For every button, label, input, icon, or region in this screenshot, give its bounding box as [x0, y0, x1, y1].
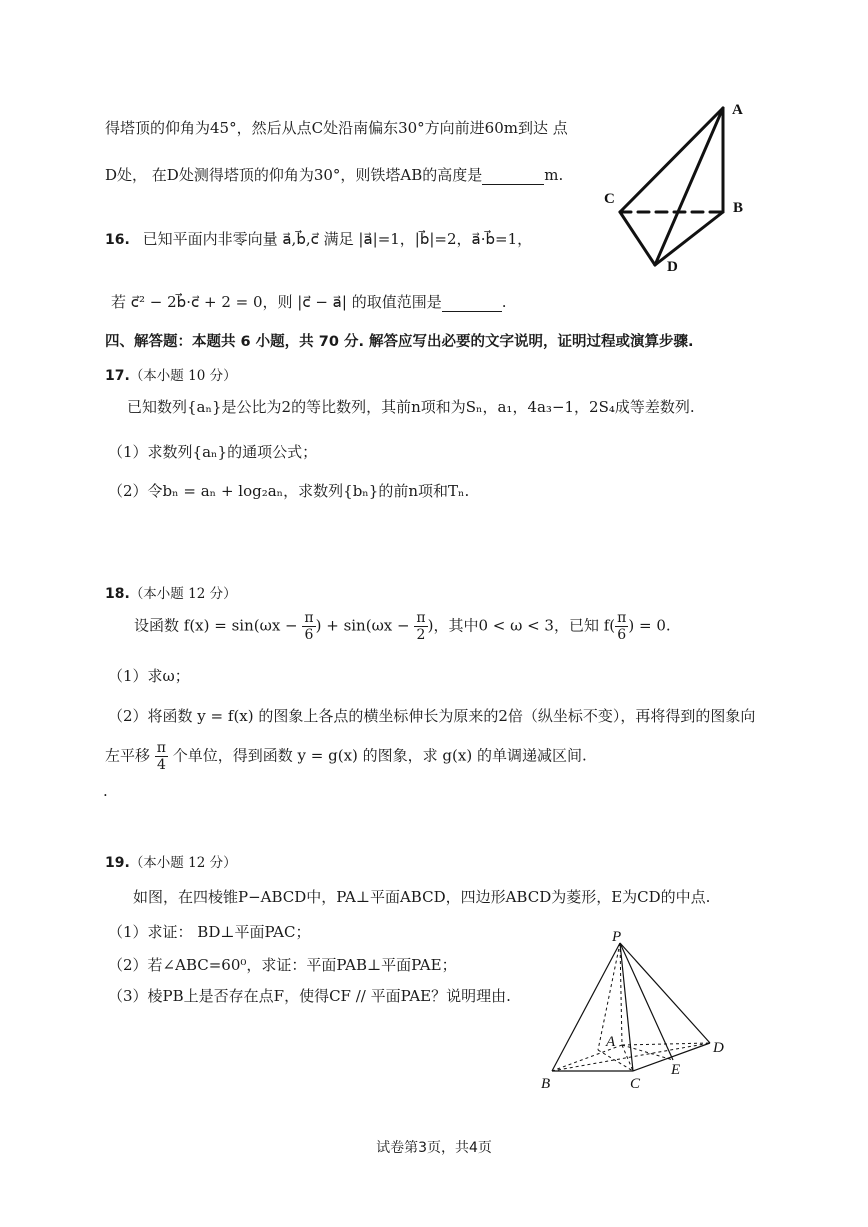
- q18-part2-line2: 左平移 $\frac{\pi}{4}$ 个单位，得到函数 y = g(x) 的图象，求 g(x) 的单调递减区间.: [105, 740, 587, 774]
- section-heading: 四、解答题：本题共 6 小题，共 70 分. 解答应写出必要的文字说明，证明过程或演算步骤.: [105, 334, 694, 350]
- edge-PB: [552, 943, 620, 1071]
- edge-FC-hidden: [598, 1050, 633, 1071]
- edge-BD: [655, 212, 723, 265]
- diagonal-BD-hidden: [552, 1043, 710, 1071]
- q18-stem: 设函数 f(x) = sin(ωx − $\frac{\pi}{6}$ ) + sin(ωx − $\frac{\pi}{2}$ )，其中0 < ω < 3，已知 f( $\frac{\pi}{6}$ ) = 0.: [134, 610, 671, 644]
- q18-part2-line1: （2）将函数 y = f(x) 的图象上各点的横坐标伸长为原来的2倍（纵坐标不变），再将得到的图象向: [108, 707, 756, 725]
- edge-AC: [620, 108, 723, 212]
- edge-PC: [620, 943, 633, 1071]
- edge-AC-hidden: [622, 1045, 633, 1071]
- label-P: P: [612, 929, 622, 945]
- edge-CD: [620, 212, 655, 265]
- q16-line1: 16. 已知平面内非零向量 a⃗,b⃗,c⃗ 满足 |a⃗|=1，|b⃗|=2，a⃗·b⃗=1，: [105, 230, 533, 248]
- q17-header: 17.（本小题 10 分）: [105, 368, 237, 384]
- q15-line1: 得塔顶的仰角为45°，然后从点C处沿南偏东30°方向前进60m到达 点: [105, 119, 568, 137]
- edge-AD: [655, 108, 723, 265]
- edge-PF-hidden: [598, 943, 620, 1050]
- label-C: C: [630, 1076, 641, 1092]
- q17-part1: （1）求数列{aₙ}的通项公式；: [108, 443, 318, 461]
- edge-PD: [620, 943, 710, 1043]
- label-B: B: [541, 1076, 551, 1092]
- label-B: B: [733, 200, 744, 216]
- edge-AE-hidden: [622, 1045, 673, 1060]
- edge-AD-hidden: [622, 1043, 710, 1045]
- fraction-pi-over-6: $\frac{\pi}{6}$: [304, 610, 314, 644]
- label-A: A: [732, 102, 743, 118]
- label-E: E: [671, 1062, 681, 1078]
- edge-CD: [633, 1043, 710, 1071]
- label-D: D: [667, 259, 678, 275]
- q18-header: 18.（本小题 12 分）: [105, 586, 237, 602]
- fraction-pi-over-2: $\frac{\pi}{2}$: [416, 610, 426, 644]
- answer-blank: [442, 293, 502, 312]
- q16-line2: 若 c⃗² − 2b⃗·c⃗ + 2 = 0，则 |c⃗ − a⃗| 的取值范围是 .: [111, 293, 507, 311]
- label-C: C: [604, 191, 615, 207]
- q19-stem: 如图，在四棱锥P−ABCD中，PA⊥平面ABCD，四边形ABCD为菱形，E为CD的中点.: [133, 888, 711, 906]
- q19-part3: （3）棱PB上是否存在点F，使得CF // 平面PAE？说明理由.: [108, 987, 511, 1005]
- q19-part1: （1）求证： BD⊥平面PAC；: [108, 923, 311, 941]
- fraction-pi-over-4: $\frac{\pi}{4}$: [156, 740, 166, 774]
- stray-dot: .: [103, 782, 108, 800]
- q17-stem: 已知数列{aₙ}是公比为2的等比数列，其前n项和为Sₙ，a₁，4a₃−1，2S₄成等差数列.: [127, 398, 695, 416]
- q19-header: 19.（本小题 12 分）: [105, 855, 237, 871]
- q19-part2: （2）若∠ABC=60⁰，求证：平面PAB⊥平面PAE；: [108, 956, 457, 974]
- fraction-pi-over-6-b: $\frac{\pi}{6}$: [617, 610, 627, 644]
- label-D: D: [713, 1040, 724, 1056]
- edge-PA-hidden: [620, 943, 622, 1045]
- label-A: A: [606, 1034, 616, 1050]
- page-footer: 试卷第3页，共4页: [376, 1140, 492, 1156]
- q18-part1: （1）求ω；: [108, 667, 190, 685]
- answer-blank: [482, 166, 544, 185]
- q15-line2: D处， 在D处测得塔顶的仰角为30°，则铁塔AB的高度是 m.: [105, 166, 564, 184]
- q17-part2: （2）令bₙ = aₙ + log₂aₙ，求数列{bₙ}的前n项和Tₙ.: [108, 482, 470, 500]
- edge-AB-hidden: [552, 1045, 622, 1071]
- edge-PE: [620, 943, 673, 1060]
